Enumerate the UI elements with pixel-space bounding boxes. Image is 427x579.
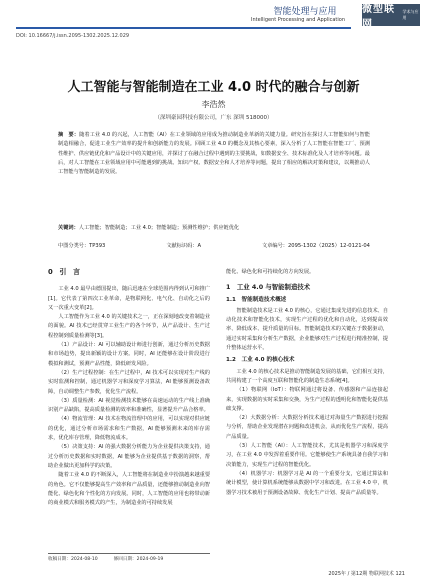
received-date: 收稿日期：2024-08-10 bbox=[48, 557, 98, 562]
subsection-heading: 1.2 工业 4.0 的核心技术 bbox=[226, 357, 295, 364]
right-paragraph: 智能制造技术是工业 4.0 的核心，它通过集成先进的信息技术、自动化技术和智能化技术，实现生产过程的优化和自动化，达到提高效率、降低成本、提升质量的目标。智能制造技术的关键在于数据驱动，通过实时采集和分析生产数据，企业能够对生产过程进行精准控制，提升整体运营水平。 bbox=[226, 307, 389, 352]
journal-logo-sub: 学术与应用 bbox=[402, 9, 419, 20]
page-footer: 2025年 / 第12期 物联网技术 121 bbox=[328, 571, 405, 577]
left-paragraph: （1）产品设计：AI 可以辅助设计师进行创新，通过分析历史数据和市场趋势，提出新颖的设计方案。同时，AI 还能够在设计阶段进行模拟和测试，预测产品性能，降低研发风险。 bbox=[48, 342, 210, 367]
header-category-en: Intelligent Processing and Application bbox=[250, 17, 346, 23]
right-item: （3）人工智能（AI）：人工智能技术，尤其是机器学习和深度学习，在工业 4.0 中发挥着重要作用。它能够使生产系统具备自我学习和决策能力，实现生产过程的智能优化。 bbox=[226, 443, 388, 468]
revised-date: 修回日期：2024-09-19 bbox=[113, 557, 164, 562]
left-paragraph: 随着工业 4.0 的不断深入，人工智能将在制造业中扮演越来越重要的角色。它不仅能够提高生产效率和产品质量，还能够推动制造业向智能化、绿色化和个性化的方向发展。同时，人工智能的应用也将带动新的商业模式和服务模式的产生，为制造业的可持续发展 bbox=[48, 472, 211, 507]
abstract-text: 随着工业 4.0 的兴起，人工智能（AI）在工业领域的应用成为推动制造业革新的关键力量。研究旨在探讨人工智能如何与智能制造相融合，促进工业生产效率的提升和创新能力的发展。回顾工业 4.0 的概念及其核心要素，深入分析了人工智能在智能工厂、预测性维护、供应链优化和产品设计中的关键应用，并探讨了在融合过程中遇到的主要挑战，如数据安全、技术标准化及人才培养等问题。最后，对人工智能在工业领域应用中可能遇到的挑战、知识产权、数据安全和人才培养等问题，提出了相应的解决对策和建议，以期推动人工智能与智能制造的发展。 bbox=[58, 132, 370, 176]
right-item: （1）物联网（IoT）：物联网通过将设备、传感器和产品连接起来，实现数据的实时采集和交换，为生产过程的透明化和智能化提供基础支撑。 bbox=[226, 387, 388, 412]
header-rule bbox=[16, 27, 351, 29]
left-paragraph: （2）生产过程控制：在生产过程中，AI 技术可以实现对生产线的实时监测和控制，通过机器学习和深度学习算法，AI 能够预测设备故障，自动调整生产参数，优化生产流程。 bbox=[48, 369, 210, 395]
journal-logo bbox=[362, 4, 420, 30]
doi: DOI: 10.16667/j.issn.2095-1302.2025.12.029 bbox=[16, 33, 130, 39]
abstract bbox=[58, 131, 370, 177]
paper-title: 人工智能与智能制造在工业 4.0 时代的融合与创新 bbox=[67, 80, 360, 95]
left-paragraph: （3）质量检测：AI 视觉检测技术能够在高速运动的生产线上准确识别产品缺陷，提高质量检测的效率和准确性，显著提升产品合格率。 bbox=[48, 397, 210, 414]
subsection-heading: 1.1 智能制造技术概述 bbox=[226, 296, 287, 303]
footnote-rule bbox=[48, 553, 210, 554]
intro-heading: 0 引 言 bbox=[48, 268, 80, 276]
article-number: 文章编号：2095-1302（2025）12-0121-04 bbox=[262, 243, 370, 249]
affiliation: （深圳豪园科技有限公司，广东 深圳 518000） bbox=[154, 115, 273, 121]
footnote bbox=[48, 556, 210, 562]
right-item: （4）机器学习：机器学习是 AI 的一个重要分支，它通过算法和统计模型，使计算机系统能够从数据中学习和改进。在工业 4.0 中，机器学习技术被用于预测设备故障、优化生产计划、提高产品质量等。 bbox=[226, 470, 388, 496]
left-paragraph: 人工智能作为工业 4.0 的关键技术之一，正在深刻地改变着制造业的面貌。AI 技术已经贯穿工业生产的各个环节，从产品设计、生产过程控制到质量检测等[3]。 bbox=[48, 314, 211, 339]
right-item: （2）大数据分析：大数据分析技术通过对海量生产数据进行挖掘与分析，帮助企业发现潜在问题和改进机会，从而优化生产流程，提高产品质量。 bbox=[226, 415, 388, 440]
journal-logo-text: 微型联网 bbox=[362, 4, 395, 30]
left-column bbox=[48, 268, 210, 508]
keywords-text: 人工智能；智能制造；工业 4.0；智能制造；预测性维护；供应链优化 bbox=[78, 225, 240, 231]
right-column bbox=[226, 268, 388, 498]
header-category: 智能处理与应用 bbox=[273, 7, 337, 17]
left-paragraph: 工业 4.0 最早由德国提出，随后迅速在全球范围内得到认可和推广[1]。它代表了第四次工业革命，是物联网化、电气化、自动化之后的又一次重大变革[2]。 bbox=[48, 286, 211, 311]
clc-number: 中图分类号：TP393 bbox=[58, 243, 106, 249]
author: 李浩然 bbox=[201, 100, 226, 109]
keywords-label: 关键词： bbox=[58, 225, 79, 231]
left-paragraph: （5）决策支持：AI 的强大数据分析能力为企业提供决策支持，通过分析历史数据和实时数据，AI 能够为企业提供基于数据的洞察，帮助企业做出更加科学的决策。 bbox=[48, 444, 210, 469]
left-paragraph: （4）物流管理：AI 技术在物流管理中的应用，可以实现对供应链的优化，通过分析市场需求和生产数据，AI 能够预测未来的库存需求，优化库存管理，降低物流成本。 bbox=[48, 416, 210, 442]
document-code: 文献标识码：A bbox=[166, 243, 202, 249]
right-paragraph: 工业 4.0 的核心技术是推动智能制造发展的基础，它们相互支持，共同构建了一个高度互联和智能化的制造生态系统[4]。 bbox=[226, 368, 389, 384]
classification-line bbox=[58, 242, 370, 249]
section-heading: 1 工业 4.0 与智能制造技术 bbox=[226, 283, 311, 292]
continuation-text: 能化、绿色化和可持续化的方向发展。 bbox=[226, 269, 315, 275]
keywords bbox=[58, 224, 370, 233]
abstract-label: 摘 要： bbox=[58, 132, 80, 138]
